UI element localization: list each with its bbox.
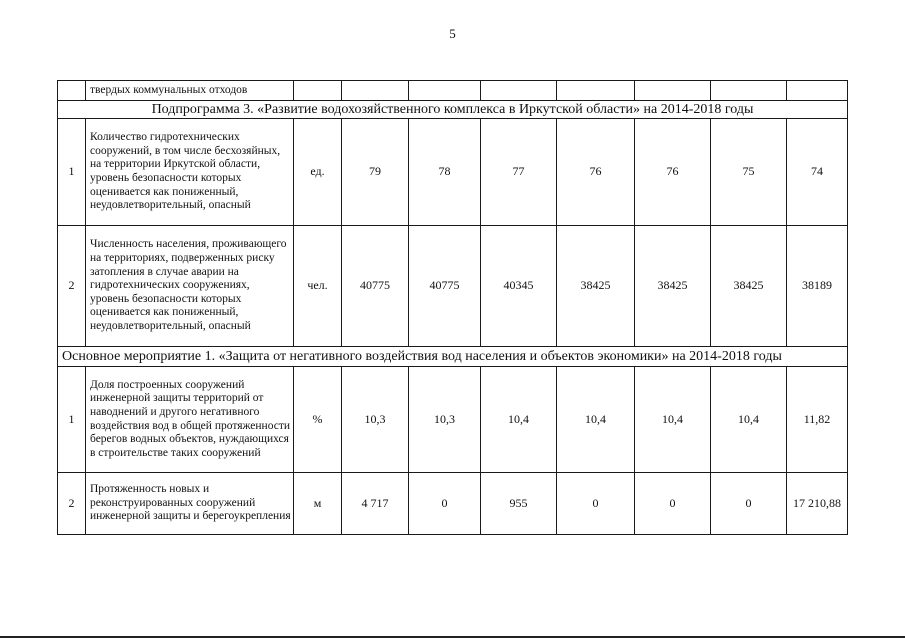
value-cell bbox=[409, 81, 481, 101]
value-cell: 75 bbox=[711, 119, 787, 226]
value-cell: 11,82 bbox=[787, 367, 848, 473]
table-row bbox=[58, 473, 848, 535]
value-cell bbox=[557, 81, 635, 101]
value-cell: 10,4 bbox=[481, 367, 557, 473]
value-cell: 40775 bbox=[409, 226, 481, 347]
value-cell: 10,3 bbox=[342, 367, 409, 473]
value-cell: 0 bbox=[635, 473, 711, 535]
value-cell: 38425 bbox=[635, 226, 711, 347]
row-index: 1 bbox=[58, 367, 86, 473]
row-index: 2 bbox=[58, 226, 86, 347]
indicator-name: Протяженность новых и реконструированных сооружений инженерной защиты и берегоукрепления bbox=[86, 473, 294, 535]
value-cell bbox=[481, 81, 557, 101]
value-cell: 77 bbox=[481, 119, 557, 226]
page-bottom-edge bbox=[0, 636, 905, 638]
value-cell: 0 bbox=[711, 473, 787, 535]
value-cell: 38189 bbox=[787, 226, 848, 347]
unit-cell: ед. bbox=[294, 119, 342, 226]
subprogram-header-row bbox=[58, 101, 848, 119]
indicator-name: твердых коммунальных отходов bbox=[86, 81, 294, 101]
value-cell: 10,4 bbox=[635, 367, 711, 473]
value-cell: 74 bbox=[787, 119, 848, 226]
page-number: 5 bbox=[449, 26, 456, 41]
value-cell: 0 bbox=[409, 473, 481, 535]
table-row bbox=[58, 119, 848, 226]
value-cell bbox=[711, 81, 787, 101]
table-row bbox=[58, 367, 848, 473]
value-cell: 76 bbox=[635, 119, 711, 226]
value-cell bbox=[787, 81, 848, 101]
unit-cell bbox=[294, 81, 342, 101]
value-cell: 76 bbox=[557, 119, 635, 226]
activity-header-row bbox=[58, 347, 848, 367]
value-cell: 38425 bbox=[711, 226, 787, 347]
indicator-name: Доля построенных сооружений инженерной защиты территорий от наводнений и другого негативного воздействия вод в общей протяженности берегов водных объектов, нуждающихся в строительстве таких сооружений bbox=[86, 367, 294, 473]
unit-cell: чел. bbox=[294, 226, 342, 347]
value-cell: 4 717 bbox=[342, 473, 409, 535]
value-cell: 17 210,88 bbox=[787, 473, 848, 535]
row-index: 1 bbox=[58, 119, 86, 226]
row-index: 2 bbox=[58, 473, 86, 535]
unit-cell: м bbox=[294, 473, 342, 535]
row-index bbox=[58, 81, 86, 101]
table-row bbox=[58, 226, 848, 347]
value-cell: 10,4 bbox=[711, 367, 787, 473]
value-cell bbox=[342, 81, 409, 101]
value-cell bbox=[635, 81, 711, 101]
value-cell: 10,4 bbox=[557, 367, 635, 473]
indicators-table bbox=[57, 80, 848, 535]
value-cell: 0 bbox=[557, 473, 635, 535]
value-cell: 78 bbox=[409, 119, 481, 226]
table-row-continued bbox=[58, 81, 848, 101]
value-cell: 38425 bbox=[557, 226, 635, 347]
value-cell: 10,3 bbox=[409, 367, 481, 473]
value-cell: 79 bbox=[342, 119, 409, 226]
value-cell: 40775 bbox=[342, 226, 409, 347]
indicator-name: Количество гидротехнических сооружений, в том числе бесхозяйных, на территории Иркутской области, уровень безопасности которых оценивается как пониженный, неудовлетворительный, опасный bbox=[86, 119, 294, 226]
value-cell: 955 bbox=[481, 473, 557, 535]
indicator-name: Численность населения, проживающего на территориях, подверженных риску затопления в случае аварии на гидротехнических сооружениях, уровень безопасности которых оценивается как пониженный, неудовлетворительный, опасный bbox=[86, 226, 294, 347]
value-cell: 40345 bbox=[481, 226, 557, 347]
subprogram-title: Подпрограмма 3. «Развитие водохозяйственного комплекса в Иркутской области» на 2014-2018 годы bbox=[58, 101, 848, 119]
unit-cell: % bbox=[294, 367, 342, 473]
activity-title: Основное мероприятие 1. «Защита от негативного воздействия вод населения и объектов экономики» на 2014-2018 годы bbox=[58, 347, 848, 367]
